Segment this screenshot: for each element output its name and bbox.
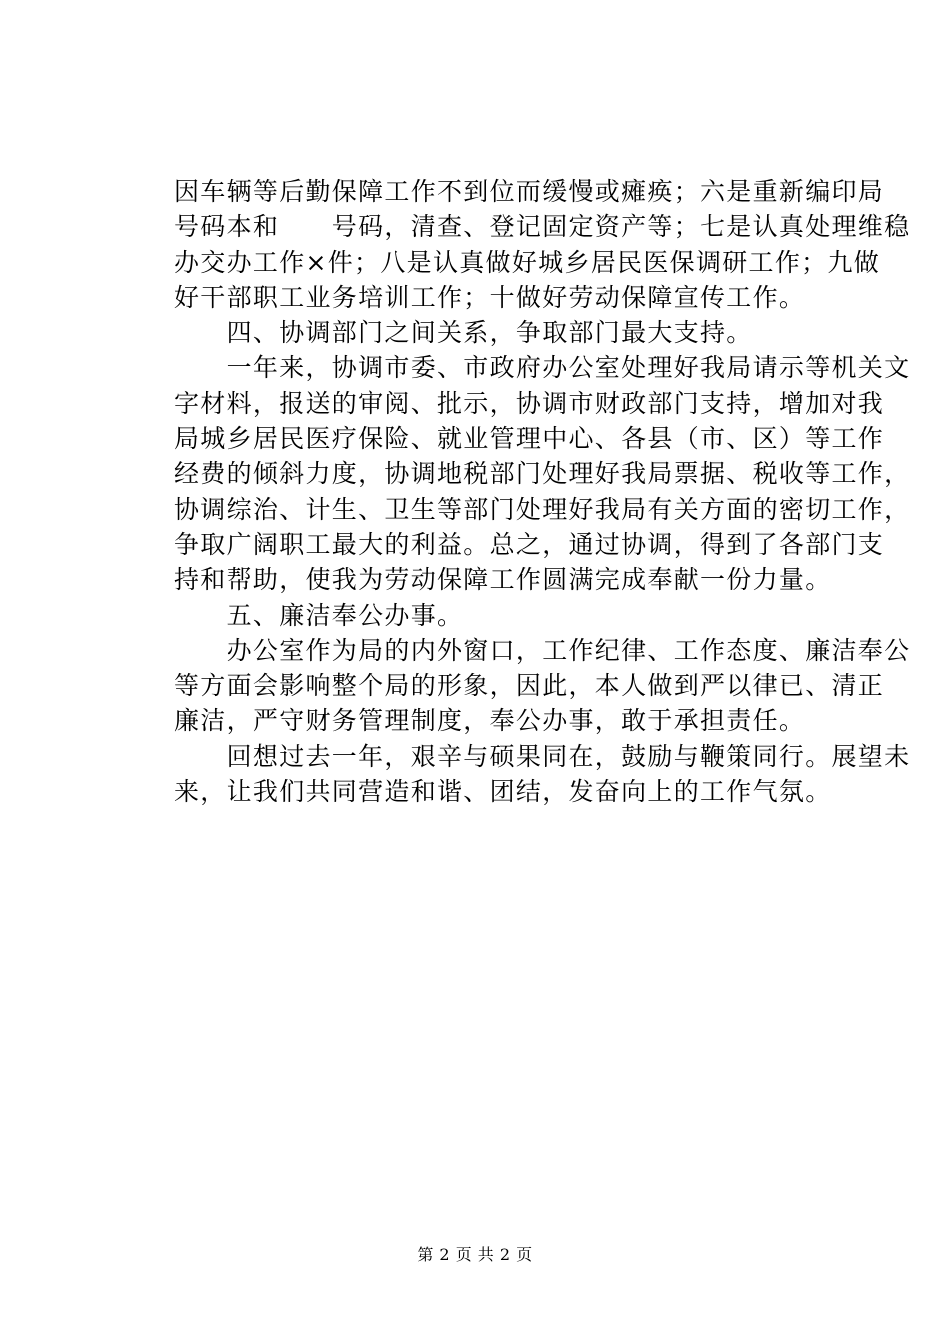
text-line: 一年来，协调市委、市政府办公室处理好我局请示等机关文	[174, 353, 911, 383]
text-line: 廉洁，严守财务管理制度，奉公办事，敢于承担责任。	[174, 706, 806, 736]
text-line: 办公室作为局的内外窗口，工作纪律、工作态度、廉洁奉公	[174, 635, 911, 665]
text-line: 等方面会影响整个局的形象，因此，本人做到严以律已、清正	[174, 671, 885, 701]
text-line: 争取广阔职工最大的利益。总之，通过协调，得到了各部门支	[174, 529, 885, 559]
text-line: 字材料，报送的审阅、批示，协调市财政部门支持，增加对我	[174, 388, 885, 418]
text-line: 协调综治、计生、卫生等部门处理好我局有关方面的密切工作，	[174, 494, 911, 524]
text-line: 经费的倾斜力度，协调地税部门处理好我局票据、税收等工作，	[174, 459, 911, 489]
text-line: 来，让我们共同营造和谐、团结，发奋向上的工作气氛。	[174, 777, 832, 807]
section-heading-5: 五、廉洁奉公办事。	[174, 600, 464, 630]
text-line: 持和帮助，使我为劳动保障工作圆满完成奉献一份力量。	[174, 565, 832, 595]
section-heading-4: 四、协调部门之间关系，争取部门最大支持。	[174, 318, 753, 348]
page-number-footer: 第 2 页 共 2 页	[417, 1245, 533, 1264]
body-text	[174, 174, 911, 809]
text-line: 局城乡居民医疗保险、就业管理中心、各县（市、区）等工作	[174, 424, 885, 454]
text-line: 因车辆等后勤保障工作不到位而缓慢或瘫痪；六是重新编印局	[174, 177, 885, 206]
text-line: 回想过去一年，艰辛与硕果同在，鼓励与鞭策同行。展望未	[174, 741, 911, 771]
text-line: 好干部职工业务培训工作；十做好劳动保障宣传工作。	[174, 282, 806, 312]
text-line: 号码本和 号码，清查、登记固定资产等；七是认真处理维稳	[174, 212, 911, 242]
text-line: 办交办工作×件；八是认真做好城乡居民医保调研工作；九做	[174, 247, 881, 277]
